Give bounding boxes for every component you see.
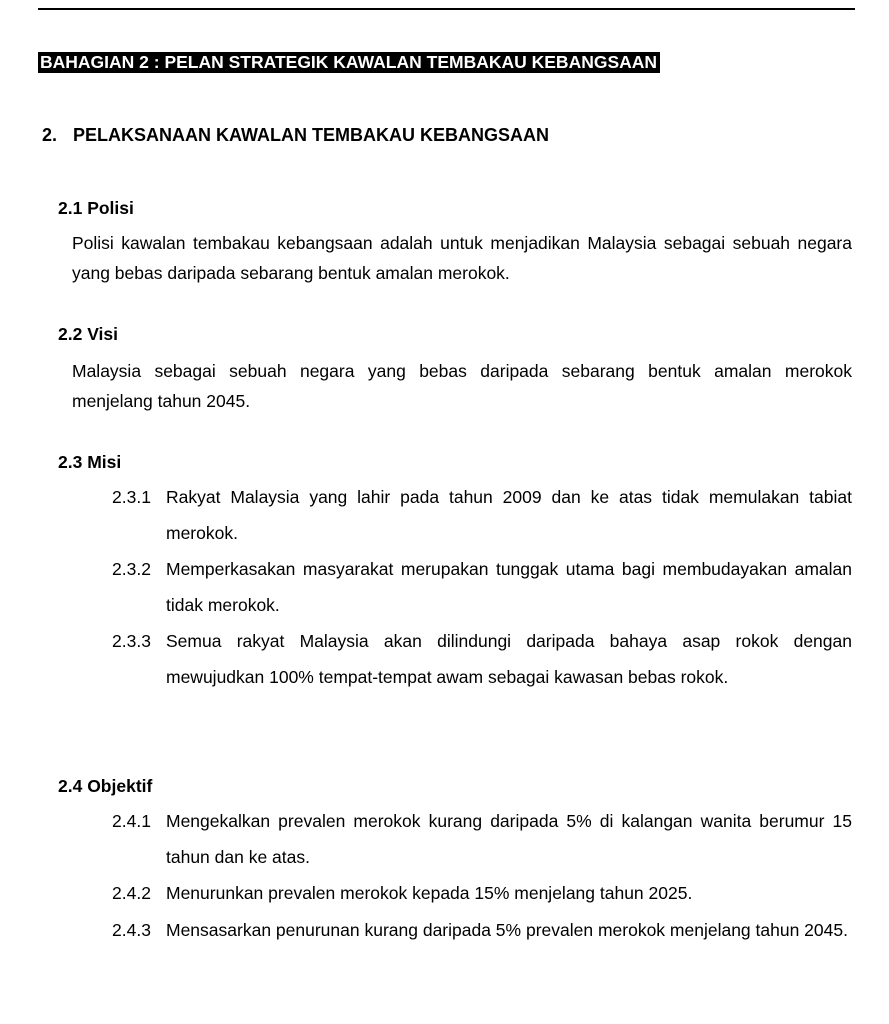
objektif-item (112, 803, 852, 875)
top-rule (38, 8, 855, 10)
misi-item-number: 2.3.3 (112, 631, 151, 651)
objektif-item-text: Menurunkan prevalen merokok kepada 15% menjelang tahun 2025. (166, 883, 693, 903)
misi-heading: 2.3 Misi (58, 452, 122, 472)
misi-item (112, 551, 852, 623)
objektif-item-number: 2.4.2 (112, 883, 151, 903)
misi-item-text: Rakyat Malaysia yang lahir pada tahun 2009 dan ke atas tidak memulakan tabiat merokok. (166, 487, 852, 543)
objektif-item-text: Mensasarkan penurunan kurang daripada 5% prevalen merokok menjelang tahun 2045. (166, 920, 848, 940)
section-heading (42, 123, 549, 147)
misi-item (112, 479, 852, 551)
part-banner: BAHAGIAN 2 : PELAN STRATEGIK KAWALAN TEMBAKAU KEBANGSAAN (38, 52, 660, 73)
objektif-item-number: 2.4.3 (112, 920, 151, 940)
misi-item-text: Memperkasakan masyarakat merupakan tunggak utama bagi membudayakan amalan tidak merokok. (166, 559, 852, 615)
objektif-heading: 2.4 Objektif (58, 776, 153, 796)
objektif-item (112, 875, 852, 911)
polisi-heading: 2.1 Polisi (58, 198, 134, 218)
misi-item-text: Semua rakyat Malaysia akan dilindungi daripada bahaya asap rokok dengan mewujudkan 100% tempat-tempat awam sebagai kawasan bebas rokok. (166, 631, 852, 687)
objektif-item-text: Mengekalkan prevalen merokok kurang daripada 5% di kalangan wanita berumur 15 tahun dan ke atas. (166, 811, 852, 867)
polisi-text: Polisi kawalan tembakau kebangsaan adalah untuk menjadikan Malaysia sebagai sebuah negara yang bebas daripada sebarang bentuk amalan merokok. (72, 233, 852, 283)
visi-text: Malaysia sebagai sebuah negara yang bebas daripada sebarang bentuk amalan merokok menjelang tahun 2045. (72, 361, 852, 411)
misi-item (112, 623, 852, 695)
misi-item-number: 2.3.1 (112, 487, 151, 507)
visi-heading: 2.2 Visi (58, 324, 119, 344)
misi-item-number: 2.3.2 (112, 559, 151, 579)
objektif-item (112, 912, 852, 948)
section-title: PELAKSANAAN KAWALAN TEMBAKAU KEBANGSAAN (73, 125, 549, 145)
objektif-item-number: 2.4.1 (112, 811, 151, 831)
section-number: 2. (42, 125, 58, 145)
